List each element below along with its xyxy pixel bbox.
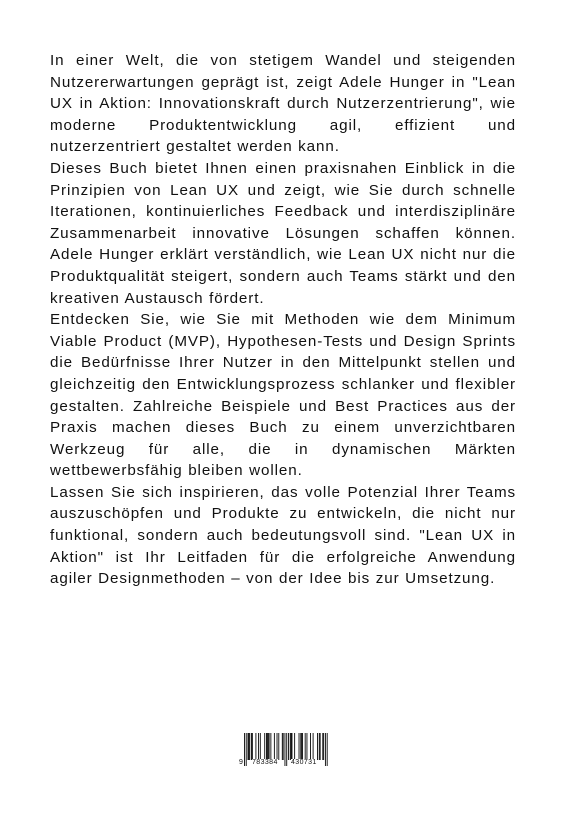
barcode-bar: [251, 733, 252, 760]
barcode-right-digits: 430731: [291, 759, 317, 766]
barcode-bar: [264, 733, 265, 760]
barcode-bar: [322, 733, 323, 760]
barcode-bar: [249, 733, 250, 760]
barcode-bar: [302, 733, 303, 760]
barcode-bar: [260, 733, 261, 760]
blurb-text: [50, 50, 516, 590]
barcode-bar: [305, 733, 306, 760]
blurb-paragraph-2: Dieses Buch bietet Ihnen einen praxisnahen Einblick in die Prinzipien von Lean UX und zeigt, wie Sie durch schnelle Iterationen, kontinuierliches Feedback und interdisziplinäre Zusammenarbeit innovative Lösungen schaffen können. Adele Hunger erklärt verständlich, wie Lean UX nicht nur die Produktqualität steigert, sondern auch Teams stärkt und den kreativen Austausch fördert.: [50, 159, 516, 307]
barcode-bar: [267, 733, 268, 760]
blurb-paragraph-1: In einer Welt, die von stetigem Wandel und steigenden Nutzererwartungen geprägt ist, zeigt Adele Hunger in "Lean UX in Aktion: Innovationskraft durch Nutzerzentrierung", wie moderne Produktentwicklung agil, effizient und nutzerzentriert gestaltet werden kann.: [50, 52, 516, 156]
barcode-bar: [300, 733, 301, 760]
barcode-bar: [325, 733, 326, 766]
barcode-bar: [310, 733, 311, 760]
barcode-bar: [292, 733, 293, 760]
barcode-bar: [266, 733, 267, 760]
barcode-bar: [306, 733, 307, 760]
barcode-left-digits: 783384: [252, 759, 278, 766]
barcode-bar: [255, 733, 256, 760]
barcode-bar: [317, 733, 318, 760]
blurb-paragraph-4: Lassen Sie sich inspirieren, das volle Potenzial Ihrer Teams auszuschöpfen und Produkte zu entwickeln, die nicht nur funktional, sondern auch bedeutungsvoll sind. "Lean UX in Aktion" ist Ihr Leitfaden für die erfolgreiche Anwendung agiler Designmethoden – von der Idee bis zur Umsetzung.: [50, 483, 516, 588]
barcode-bar: [288, 733, 289, 760]
barcode-bar: [323, 733, 324, 760]
barcode-lead-digit: 9: [239, 759, 244, 766]
barcode-bar: [319, 733, 320, 760]
barcode-bar: [258, 733, 259, 760]
barcode-bar: [313, 733, 314, 760]
barcode-bar: [248, 733, 249, 760]
barcode-bar: [269, 733, 270, 760]
barcode-bar: [294, 733, 295, 760]
barcode-bar: [252, 733, 253, 760]
barcode-bar: [320, 733, 321, 760]
barcode-bar: [284, 733, 285, 766]
barcode-bar: [277, 733, 278, 760]
barcode-bar: [274, 733, 275, 760]
barcode-bar: [246, 733, 247, 766]
barcode-bar: [327, 733, 328, 766]
barcode-bar: [278, 733, 279, 760]
barcode-bar: [283, 733, 284, 760]
barcode-bar: [268, 733, 269, 760]
barcode-bar: [286, 733, 287, 766]
barcode-bar: [301, 733, 302, 760]
barcode-bar: [299, 733, 300, 760]
barcode-bar: [291, 733, 292, 760]
barcode-bar: [282, 733, 283, 760]
barcode-bar: [290, 733, 291, 760]
blurb-paragraph-3: Entdecken Sie, wie Sie mit Methoden wie dem Minimum Viable Product (MVP), Hypothesen-Tests und Design Sprints die Bedürfnisse Ihrer Nutzer in den Mittelpunkt stellen und gleichzeitig den Entwicklungsprozess schlanker und flexibler gestalten. Zahlreiche Beispiele und Best Practices aus der Praxis machen dieses Buch zu einem unverzichtbaren Werkzeug für alle, die in dynamischen Märkten wettbewerbsfähig bleiben wollen.: [50, 311, 516, 480]
barcode-bar: [270, 733, 271, 760]
isbn-barcode: [239, 733, 331, 771]
barcode-bar: [248, 733, 249, 760]
barcode-bar: [244, 733, 245, 766]
